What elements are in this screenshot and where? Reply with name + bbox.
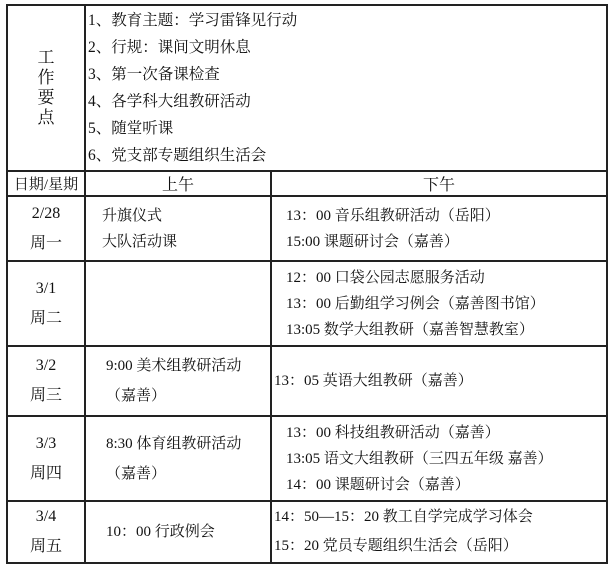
pm-item: 13：00 科技组教研活动（嘉善）: [286, 424, 500, 441]
date: 3/4: [35, 508, 57, 525]
work-points-list: [85, 5, 607, 171]
weekday: 周五: [29, 538, 62, 555]
pm-item: 13：05 英语大组教研（嘉善）: [274, 373, 473, 389]
am-cell: [85, 501, 271, 563]
header-am: 上午: [85, 171, 271, 196]
date: 3/3: [35, 434, 57, 452]
weekly-schedule-table: [6, 4, 608, 564]
day-date: [7, 416, 85, 501]
am-item: 大队活动课: [102, 233, 178, 250]
day-date: [7, 261, 85, 346]
am-cell: [85, 416, 271, 501]
am-cell: [85, 346, 271, 416]
pm-cell: [271, 261, 607, 346]
pm-cell: [271, 416, 607, 501]
pm-cell: [271, 196, 607, 261]
work-point: 5、随堂听课: [88, 120, 174, 137]
day-date: [7, 196, 85, 261]
pm-cell: [271, 501, 607, 563]
work-points-row: [7, 5, 607, 171]
label-char: 点: [37, 108, 55, 127]
work-point: 6、党支部专题组织生活会: [88, 147, 267, 164]
pm-item: 13：00 后勤组学习例会（嘉善图书馆）: [286, 295, 545, 312]
day-row: [7, 196, 607, 261]
pm-item: 13：00 音乐组教研活动（岳阳）: [286, 207, 500, 224]
pm-item: 15:00 课题研讨会（嘉善）: [286, 233, 459, 250]
day-date: [7, 346, 85, 416]
weekday: 周四: [29, 464, 62, 482]
label-char: 工: [37, 48, 55, 67]
label-char: 作: [37, 68, 55, 87]
am-item: （嘉善）: [106, 388, 167, 404]
work-point: 1、教育主题：学习雷锋见行动: [88, 12, 298, 29]
date: 2/28: [31, 204, 61, 222]
work-point: 3、第一次备课检查: [88, 66, 220, 83]
day-date: [7, 501, 85, 563]
am-item: 9:00 美术组教研活动: [106, 358, 242, 374]
am-cell: [85, 196, 271, 261]
date: 3/2: [35, 357, 57, 374]
pm-item: 15：20 党员专题组织生活会（岳阳）: [274, 538, 518, 554]
header-date: 日期/星期: [7, 171, 85, 196]
pm-item: 13:05 语文大组教研（三四五年级 嘉善）: [286, 450, 553, 467]
weekday: 周二: [29, 309, 62, 327]
day-row: [7, 501, 607, 563]
pm-item: 13:05 数学大组教研（嘉善智慧教室）: [286, 321, 534, 338]
day-row: [7, 346, 607, 416]
weekday: 周一: [29, 234, 62, 252]
work-point: 2、行规：课间文明休息: [88, 39, 251, 56]
work-points-label: [7, 5, 85, 171]
am-cell: [85, 261, 271, 346]
am-item: 10：00 行政例会: [106, 524, 215, 540]
label-char: 要: [37, 88, 55, 107]
work-point: 4、各学科大组教研活动: [88, 93, 251, 110]
am-item: 升旗仪式: [102, 207, 163, 224]
pm-item: 14：00 课题研讨会（嘉善）: [286, 476, 470, 493]
weekday: 周三: [29, 387, 62, 404]
pm-item: 14：50—15：20 教工自学完成学习体会: [274, 509, 533, 525]
day-row: [7, 261, 607, 346]
am-item: 8:30 体育组教研活动: [106, 435, 242, 452]
pm-item: 12：00 口袋公园志愿服务活动: [286, 269, 485, 286]
header-row: [7, 171, 607, 196]
date: 3/1: [35, 279, 57, 297]
day-row: [7, 416, 607, 501]
header-pm: 下午: [271, 171, 607, 196]
am-item: （嘉善）: [106, 465, 167, 482]
pm-cell: [271, 346, 607, 416]
